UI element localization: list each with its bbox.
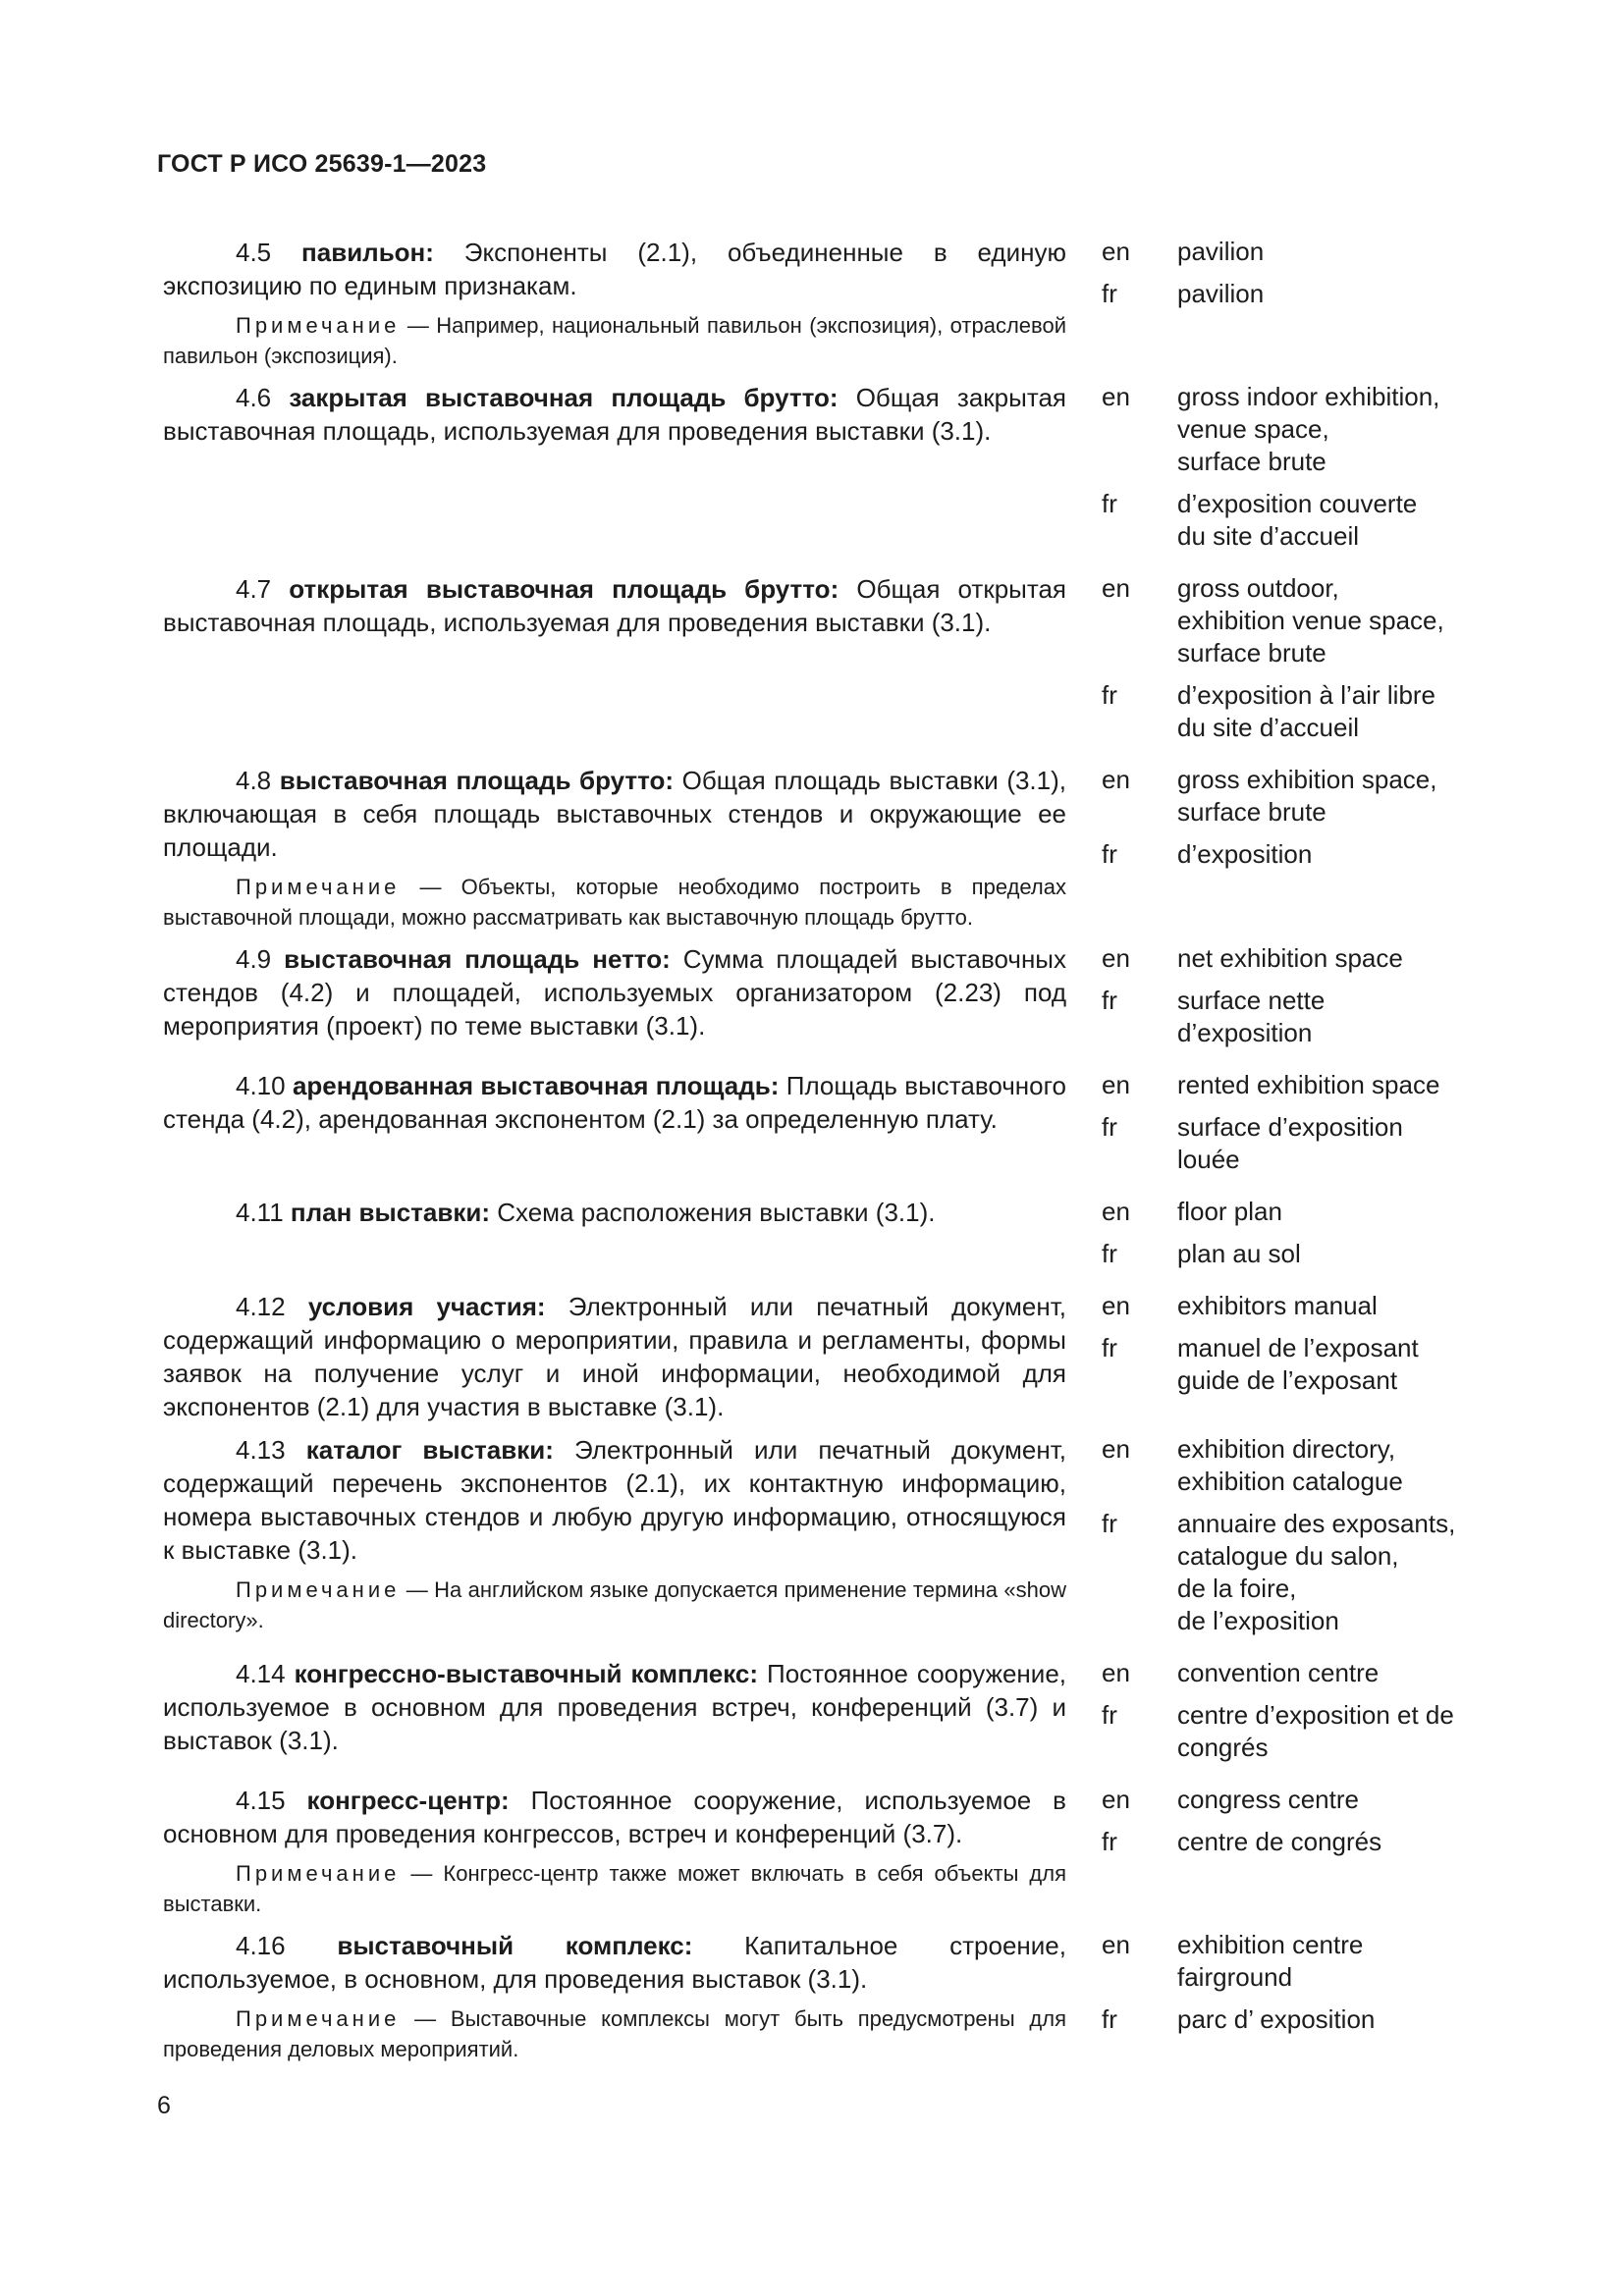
definition-text: Общая закрытая выставочная площадь, используемая для проведения выставки (3.1). — [163, 383, 1066, 446]
equivalents-column — [1066, 764, 1479, 933]
term-definition-column — [163, 381, 1066, 562]
term-definition — [163, 1069, 1066, 1136]
note-label: Примечание — [236, 875, 401, 899]
document-header: ГОСТ Р ИСО 25639-1—2023 — [157, 150, 487, 178]
equivalents-column — [1066, 1196, 1479, 1280]
term-entry — [163, 1196, 1479, 1280]
equivalents-column — [1066, 942, 1479, 1059]
term-definition — [163, 1433, 1066, 1567]
language-code: fr — [1102, 1333, 1117, 1362]
term-number: 4.15 — [236, 1786, 286, 1815]
language-code: fr — [1102, 1827, 1117, 1856]
term-definition — [163, 572, 1066, 639]
term-number: 4.11 — [236, 1198, 284, 1227]
term-name: конгресс-центр: — [306, 1786, 510, 1815]
language-code: en — [1102, 573, 1130, 603]
equivalent-term: d’exposition — [1177, 839, 1313, 869]
term-equivalent — [1102, 985, 1479, 1049]
term-note — [163, 310, 1066, 371]
equivalent-term: parc d’ exposition — [1177, 2004, 1376, 2034]
term-note — [163, 1858, 1066, 1919]
term-entry — [163, 1784, 1479, 1919]
term-equivalent — [1102, 1508, 1479, 1637]
term-definition — [163, 1784, 1066, 1850]
equivalent-term: exhibitors manual — [1177, 1291, 1378, 1320]
term-equivalent — [1102, 488, 1479, 553]
equivalent-term: pavilion — [1177, 237, 1265, 266]
equivalent-term: centre d’exposition et de congrés — [1177, 1700, 1454, 1762]
term-equivalent — [1102, 1196, 1479, 1228]
term-name: открытая выставочная площадь брутто: — [289, 574, 839, 604]
term-definition-column — [163, 1069, 1066, 1186]
term-equivalent — [1102, 2003, 1479, 2036]
definition-text: Электронный или печатный документ, содержащий перечень экспонентов (2.1), их контактную информацию, номера выставочных стендов и любую другую информацию, относящуюся к выставке (3.1). — [163, 1435, 1066, 1565]
term-number: 4.14 — [236, 1659, 286, 1688]
term-definition-column — [163, 1784, 1066, 1919]
equivalent-term: gross exhibition space, surface brute — [1177, 765, 1437, 827]
term-definition-column — [163, 1929, 1066, 2064]
equivalents-column — [1066, 1433, 1479, 1647]
term-number: 4.6 — [236, 383, 272, 412]
term-equivalent — [1102, 1699, 1479, 1764]
term-definition-column — [163, 942, 1066, 1059]
term-equivalent — [1102, 1657, 1479, 1689]
term-definition-column — [163, 236, 1066, 371]
equivalents-column — [1066, 236, 1479, 371]
language-code: fr — [1102, 489, 1117, 518]
term-definition-column — [163, 1290, 1066, 1423]
term-equivalent — [1102, 679, 1479, 744]
definition-text: Электронный или печатный документ, содержащий информацию о мероприятии, правила и регламенты, формы заявок на получение услуг и иной информации, необходимой для экспонентов (2.1) для участия в выставке (3.1). — [163, 1292, 1066, 1421]
term-name: арендованная выставочная площадь: — [292, 1071, 780, 1100]
language-code: fr — [1102, 680, 1117, 710]
equivalent-term: net exhibition space — [1177, 943, 1403, 973]
term-definition — [163, 764, 1066, 864]
term-equivalent — [1102, 942, 1479, 975]
definition-text: Экспоненты (2.1), объединенные в единую экспозицию по единым признакам. — [163, 238, 1066, 300]
note-text: — Конгресс-центр также может включать в себя объекты для выставки. — [163, 1861, 1066, 1916]
term-number: 4.8 — [236, 766, 272, 795]
term-entry — [163, 942, 1479, 1059]
equivalent-term: exhibition centre fairground — [1177, 1930, 1364, 1992]
term-equivalent — [1102, 1826, 1479, 1858]
note-text: — Выставочные комплексы могут быть предусмотрены для проведения деловых мероприятий. — [163, 2006, 1066, 2061]
term-note — [163, 1575, 1066, 1635]
note-label: Примечание — [236, 1861, 401, 1886]
term-equivalent — [1102, 764, 1479, 828]
term-name: закрытая выставочная площадь брутто: — [289, 383, 839, 412]
term-number: 4.10 — [236, 1071, 286, 1100]
term-name: выставочная площадь нетто: — [284, 944, 671, 974]
note-label: Примечание — [236, 1577, 401, 1602]
equivalents-column — [1066, 1784, 1479, 1919]
term-number: 4.7 — [236, 574, 272, 604]
equivalent-term: manuel de l’exposant guide de l’exposant — [1177, 1333, 1419, 1395]
term-equivalent — [1102, 278, 1479, 310]
term-number: 4.5 — [236, 238, 272, 267]
definition-text: Постоянное сооружение, используемое в основном для проведения конгрессов, встреч и конференций (3.7). — [163, 1786, 1066, 1848]
term-equivalent — [1102, 1290, 1479, 1322]
term-definition-column — [163, 572, 1066, 754]
equivalents-column — [1066, 381, 1479, 562]
term-name: павильон: — [301, 238, 434, 267]
page-number: 6 — [157, 2092, 171, 2119]
language-code: en — [1102, 943, 1130, 973]
note-label: Примечание — [236, 2006, 401, 2031]
term-name: план выставки: — [290, 1198, 491, 1227]
term-equivalent — [1102, 1929, 1479, 1994]
term-number: 4.16 — [236, 1931, 286, 1960]
term-definition — [163, 1929, 1066, 1996]
term-definition — [163, 236, 1066, 302]
language-code: fr — [1102, 279, 1117, 308]
equivalent-term: pavilion — [1177, 279, 1265, 308]
term-equivalent — [1102, 572, 1479, 669]
term-name: условия участия: — [307, 1292, 546, 1321]
term-equivalent — [1102, 1069, 1479, 1101]
definition-text: Схема расположения выставки (3.1). — [490, 1198, 936, 1227]
term-entry — [163, 1290, 1479, 1423]
term-number: 4.12 — [236, 1292, 286, 1321]
term-equivalent — [1102, 838, 1479, 871]
equivalents-column — [1066, 1657, 1479, 1774]
equivalents-column — [1066, 572, 1479, 754]
note-text: — Объекты, которые необходимо построить в пределах выставочной площади, можно рассматривать как выставочную площадь брутто. — [163, 875, 1066, 930]
term-equivalent — [1102, 236, 1479, 268]
term-equivalent — [1102, 1784, 1479, 1816]
term-definition-column — [163, 1433, 1066, 1647]
definition-text: Капитальное строение, используемое, в основном, для проведения выставок (3.1). — [163, 1931, 1066, 1994]
term-entry — [163, 1929, 1479, 2064]
language-code: en — [1102, 382, 1130, 411]
equivalent-term: convention centre — [1177, 1658, 1380, 1687]
language-code: fr — [1102, 1509, 1117, 1538]
equivalents-column — [1066, 1929, 1479, 2064]
equivalent-term: congress centre — [1177, 1785, 1359, 1814]
language-code: en — [1102, 1070, 1130, 1099]
language-code: en — [1102, 1930, 1130, 1959]
language-code: en — [1102, 1291, 1130, 1320]
language-code: fr — [1102, 2004, 1117, 2034]
language-code: fr — [1102, 1112, 1117, 1142]
term-equivalent — [1102, 1332, 1479, 1397]
language-code: fr — [1102, 986, 1117, 1015]
term-definition — [163, 381, 1066, 448]
term-entry — [163, 381, 1479, 562]
term-name: конгрессно-выставочный комплекс: — [294, 1659, 759, 1688]
equivalent-term: surface nette d’exposition — [1177, 986, 1326, 1047]
equivalent-term: d’exposition à l’air libre du site d’accueil — [1177, 680, 1436, 742]
term-equivalent — [1102, 1238, 1479, 1270]
language-code: fr — [1102, 839, 1117, 869]
term-definition — [163, 1290, 1066, 1423]
equivalent-term: floor plan — [1177, 1197, 1282, 1226]
terms-list — [163, 236, 1479, 2074]
term-definition-column — [163, 1657, 1066, 1774]
equivalents-column — [1066, 1069, 1479, 1186]
term-definition — [163, 942, 1066, 1042]
equivalent-term: gross indoor exhibition, venue space, surface brute — [1177, 382, 1440, 476]
language-code: en — [1102, 1658, 1130, 1687]
language-code: en — [1102, 765, 1130, 794]
definition-text: Постоянное сооружение, используемое в основном для проведения встреч, конференций (3.7) и выставок (3.1). — [163, 1659, 1066, 1755]
language-code: en — [1102, 1197, 1130, 1226]
note-label: Примечание — [236, 313, 401, 338]
term-entry — [163, 1069, 1479, 1186]
term-definition-column — [163, 1196, 1066, 1280]
term-entry — [163, 236, 1479, 371]
equivalents-column — [1066, 1290, 1479, 1423]
equivalent-term: exhibition directory, exhibition catalogue — [1177, 1434, 1403, 1496]
term-name: выставочный комплекс: — [337, 1931, 693, 1960]
definition-text: Сумма площадей выставочных стендов (4.2) и площадей, используемых организатором (2.23) под мероприятия (проект) по теме выставки (3.1). — [163, 944, 1066, 1041]
language-code: en — [1102, 1785, 1130, 1814]
equivalent-term: annuaire des exposants, catalogue du salon, de la foire, de l’exposition — [1177, 1509, 1456, 1635]
definition-text: Общая открытая выставочная площадь, используемая для проведения выставки (3.1). — [163, 574, 1066, 637]
equivalent-term: centre de congrés — [1177, 1827, 1382, 1856]
term-equivalent — [1102, 1111, 1479, 1176]
note-text: — Например, национальный павильон (экспозиция), отраслевой павильон (экспозиция). — [163, 313, 1066, 368]
term-equivalent — [1102, 381, 1479, 478]
language-code: fr — [1102, 1700, 1117, 1730]
equivalent-term: rented exhibition space — [1177, 1070, 1440, 1099]
term-entry — [163, 1657, 1479, 1774]
term-name: каталог выставки: — [305, 1435, 554, 1465]
definition-text: Общая площадь выставки (3.1), включающая в себя площадь выставочных стендов и окружающие ее площади. — [163, 766, 1066, 862]
language-code: en — [1102, 1434, 1130, 1464]
term-definition-column — [163, 764, 1066, 933]
equivalent-term: plan au sol — [1177, 1239, 1301, 1268]
term-definition — [163, 1196, 1066, 1229]
term-number: 4.13 — [236, 1435, 286, 1465]
term-note — [163, 2003, 1066, 2064]
note-text: — На английском языке допускается применение термина «show directory». — [163, 1577, 1066, 1632]
definition-text: Площадь выставочного стенда (4.2), арендованная экспонентом (2.1) за определенную плату. — [163, 1071, 1066, 1134]
equivalent-term: gross outdoor, exhibition venue space, surface brute — [1177, 573, 1444, 667]
term-entry — [163, 572, 1479, 754]
equivalent-term: surface d’exposition louée — [1177, 1112, 1403, 1174]
language-code: fr — [1102, 1239, 1117, 1268]
term-number: 4.9 — [236, 944, 272, 974]
term-name: выставочная площадь брутто: — [279, 766, 675, 795]
term-equivalent — [1102, 1433, 1479, 1498]
term-definition — [163, 1657, 1066, 1757]
equivalent-term: d’exposition couverte du site d’accueil — [1177, 489, 1418, 551]
term-entry — [163, 764, 1479, 933]
term-entry — [163, 1433, 1479, 1647]
language-code: en — [1102, 237, 1130, 266]
term-note — [163, 872, 1066, 933]
